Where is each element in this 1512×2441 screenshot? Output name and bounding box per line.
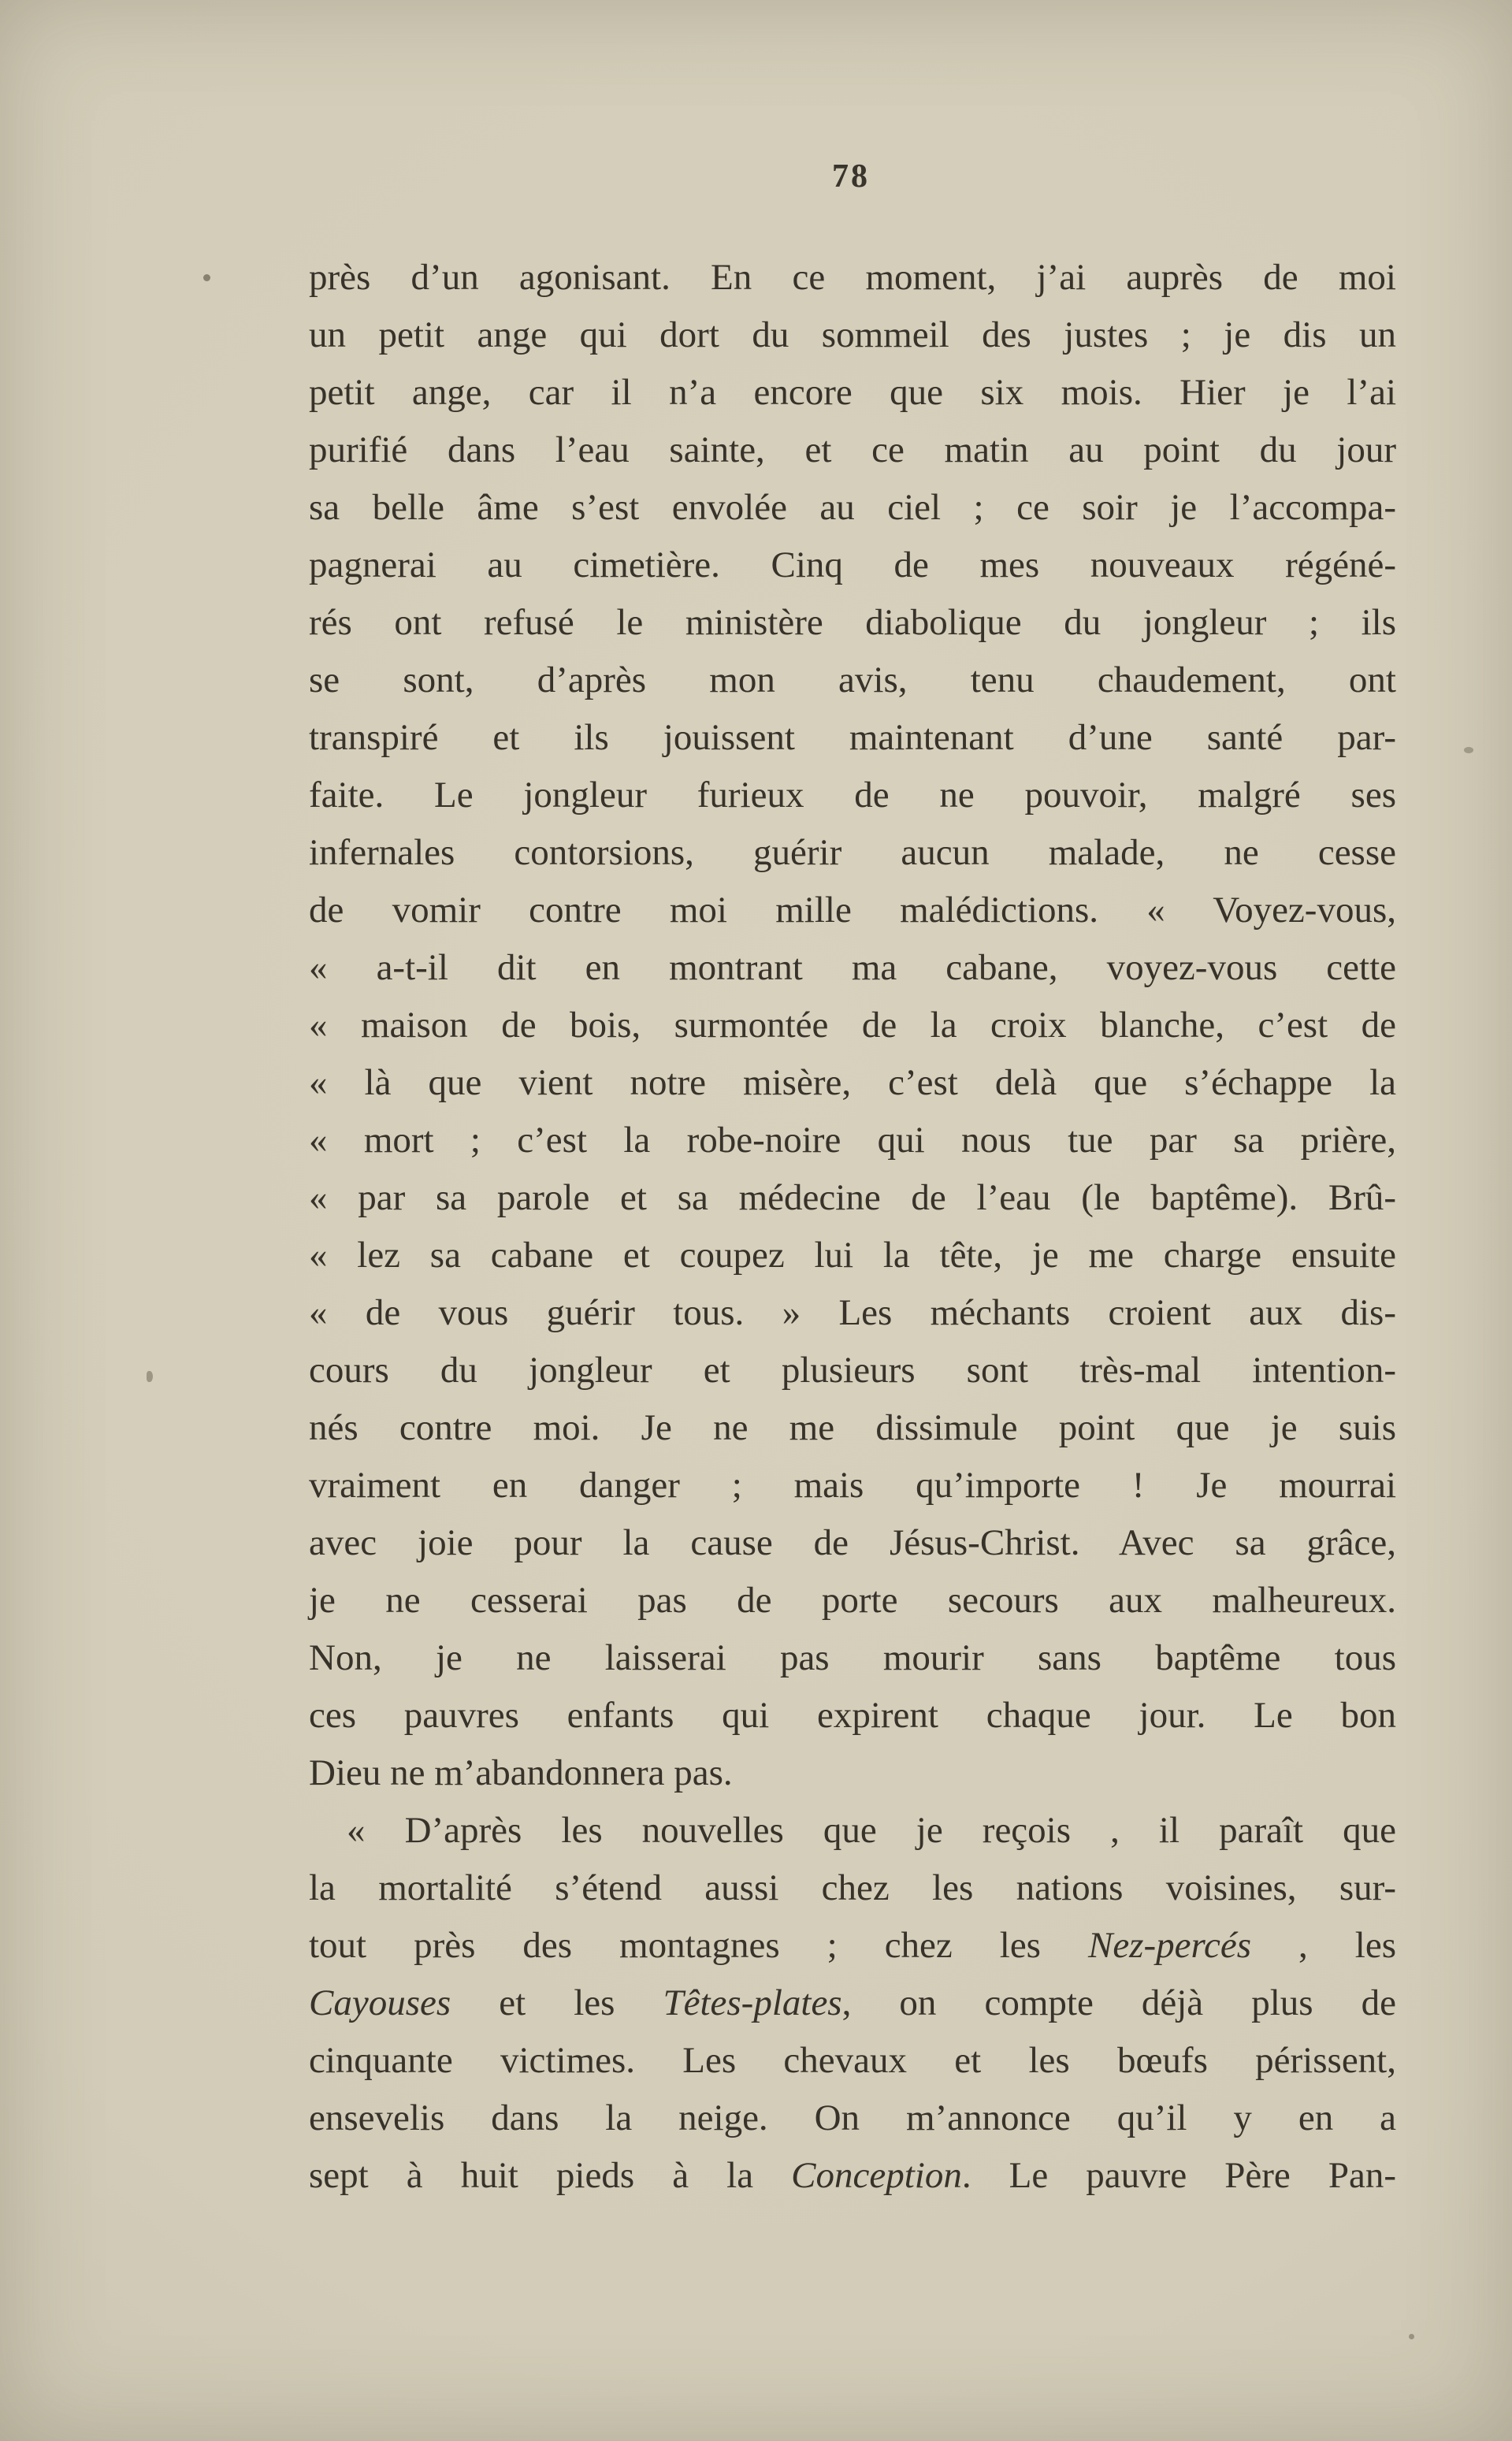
text-line: nés contre moi. Je ne me dissimule point que je suis	[309, 1407, 1396, 1448]
text-line: « par sa parole et sa médecine de l’eau (le baptême). Brû-	[309, 1177, 1396, 1218]
text-line: Cayouses et les Têtes-plates, on compte déjà plus de	[309, 1982, 1396, 2023]
paper-speck	[1409, 2334, 1414, 2339]
text-line: « lez sa cabane et coupez lui la tête, je me charge ensuite	[309, 1235, 1396, 1276]
text-line: « D’après les nouvelles que je reçois , il paraît que	[347, 1810, 1396, 1851]
text-line: pagnerai au cimetière. Cinq de mes nouveaux régéné-	[309, 544, 1396, 585]
text-line: un petit ange qui dort du sommeil des justes ; je dis un	[309, 314, 1396, 355]
text-line: je ne cesserai pas de porte secours aux malheureux.	[309, 1580, 1396, 1621]
text-line: se sont, d’après mon avis, tenu chaudement, ont	[309, 659, 1396, 700]
paper-speck	[1464, 747, 1473, 753]
text-line: sept à huit pieds à la Conception. Le pauvre Père Pan-	[309, 2155, 1396, 2196]
text-line: transpiré et ils jouissent maintenant d’une santé par-	[309, 717, 1396, 758]
italic-text: Cayouses	[309, 1982, 451, 2023]
italic-text: Têtes-plates	[663, 1982, 842, 2023]
text-line: près d’un agonisant. En ce moment, j’ai auprès de moi	[309, 257, 1396, 298]
page-number: 78	[832, 158, 870, 195]
text-line: sa belle âme s’est envolée au ciel ; ce soir je l’accompa-	[309, 487, 1396, 528]
text-line: « de vous guérir tous. » Les méchants croient aux dis-	[309, 1292, 1396, 1333]
italic-text: Nez-percés	[1087, 1925, 1252, 1966]
text-line: Non, je ne laisserai pas mourir sans baptême tous	[309, 1637, 1396, 1678]
text-line: faite. Le jongleur furieux de ne pouvoir, malgré ses	[309, 775, 1396, 816]
text-line: Dieu ne m’abandonnera pas.	[309, 1752, 733, 1793]
text-line: « là que vient notre misère, c’est delà que s’échappe la	[309, 1062, 1396, 1103]
paper-speck	[203, 274, 210, 281]
paper-speck	[147, 1371, 153, 1382]
paragraph	[309, 249, 1396, 1802]
paragraph	[309, 1802, 1396, 2205]
text-line: petit ange, car il n’a encore que six mois. Hier je l’ai	[309, 372, 1396, 413]
text-line: la mortalité s’étend aussi chez les nations voisines, sur-	[309, 1867, 1396, 1908]
text-line: vraiment en danger ; mais qu’importe ! Je mourrai	[309, 1465, 1396, 1506]
text-line: cours du jongleur et plusieurs sont très-mal intention-	[309, 1350, 1396, 1391]
text-line: ces pauvres enfants qui expirent chaque jour. Le bon	[309, 1695, 1396, 1736]
italic-text: Conception	[791, 2155, 962, 2196]
text-line: purifié dans l’eau sainte, et ce matin au point du jour	[309, 429, 1396, 470]
text-line: « mort ; c’est la robe-noire qui nous tue par sa prière,	[309, 1120, 1396, 1161]
text-line: « maison de bois, surmontée de la croix blanche, c’est de	[309, 1005, 1396, 1046]
text-line: de vomir contre moi mille malédictions. « Voyez-vous,	[309, 890, 1396, 931]
text-line: ensevelis dans la neige. On m’annonce qu’il y en a	[309, 2097, 1396, 2138]
text-line: avec joie pour la cause de Jésus-Christ. Avec sa grâce,	[309, 1522, 1396, 1563]
text-line: infernales contorsions, guérir aucun malade, ne cesse	[309, 832, 1396, 873]
text-line: cinquante victimes. Les chevaux et les bœufs périssent,	[309, 2040, 1396, 2081]
text-line: rés ont refusé le ministère diabolique du jongleur ; ils	[309, 602, 1396, 643]
text-line: « a-t-il dit en montrant ma cabane, voyez-vous cette	[309, 947, 1396, 988]
text-line: tout près des montagnes ; chez les Nez-percés , les	[309, 1925, 1396, 1966]
body-text	[309, 249, 1396, 2205]
